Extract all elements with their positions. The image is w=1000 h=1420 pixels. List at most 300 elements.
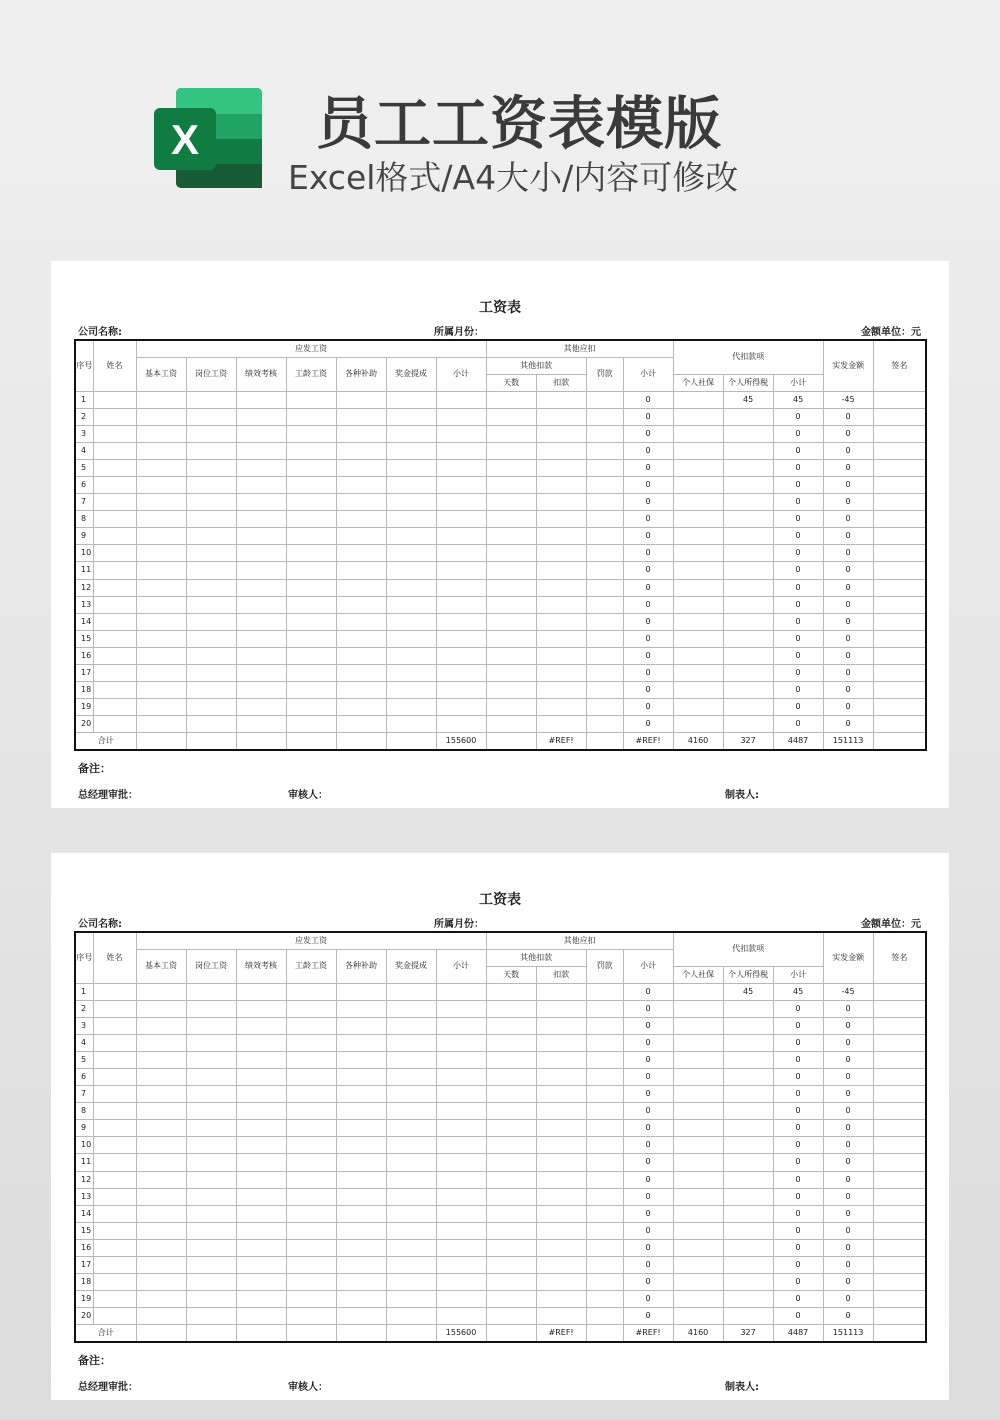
- name-cell[interactable]: [93, 511, 136, 528]
- payable-subtotal-cell[interactable]: [436, 613, 486, 630]
- position-cell[interactable]: [186, 391, 236, 408]
- name-cell[interactable]: [93, 494, 136, 511]
- allowance-cell[interactable]: [336, 1239, 386, 1256]
- payable-subtotal-cell[interactable]: [436, 665, 486, 682]
- signature-cell[interactable]: [873, 562, 926, 579]
- seq-cell[interactable]: 13: [75, 596, 93, 613]
- social-cell[interactable]: [673, 613, 723, 630]
- bonus-cell[interactable]: [386, 1171, 436, 1188]
- seq-cell[interactable]: 13: [75, 1188, 93, 1205]
- allowance-cell[interactable]: [336, 1257, 386, 1274]
- allowance-cell[interactable]: [336, 1171, 386, 1188]
- signature-cell[interactable]: [873, 1068, 926, 1085]
- bonus-cell[interactable]: [386, 1205, 436, 1222]
- withheld-subtotal-cell[interactable]: 0: [773, 528, 823, 545]
- tax-cell[interactable]: [723, 408, 773, 425]
- name-cell[interactable]: [93, 716, 136, 733]
- allowance-cell[interactable]: [336, 613, 386, 630]
- deduct-subtotal-cell[interactable]: 0: [623, 391, 673, 408]
- net-cell[interactable]: 0: [823, 1000, 873, 1017]
- fine-cell[interactable]: [586, 408, 623, 425]
- basic-cell[interactable]: [136, 699, 186, 716]
- allowance-cell[interactable]: [336, 562, 386, 579]
- seq-cell[interactable]: 5: [75, 1051, 93, 1068]
- basic-cell[interactable]: [136, 459, 186, 476]
- allowance-cell[interactable]: [336, 579, 386, 596]
- net-cell[interactable]: 0: [823, 699, 873, 716]
- net-cell[interactable]: 0: [823, 408, 873, 425]
- signature-cell[interactable]: [873, 1034, 926, 1051]
- days-cell[interactable]: [486, 1274, 536, 1291]
- performance-cell[interactable]: [236, 1188, 286, 1205]
- tax-cell[interactable]: [723, 494, 773, 511]
- position-cell[interactable]: [186, 665, 236, 682]
- withhold-cell[interactable]: [536, 545, 586, 562]
- withheld-subtotal-cell[interactable]: 45: [773, 983, 823, 1000]
- signature-cell[interactable]: [873, 983, 926, 1000]
- position-cell[interactable]: [186, 1308, 236, 1325]
- cell[interactable]: [236, 733, 286, 750]
- seniority-cell[interactable]: [286, 442, 336, 459]
- position-cell[interactable]: [186, 647, 236, 664]
- fine-cell[interactable]: [586, 545, 623, 562]
- position-cell[interactable]: [186, 1034, 236, 1051]
- name-cell[interactable]: [93, 1086, 136, 1103]
- position-cell[interactable]: [186, 1051, 236, 1068]
- performance-cell[interactable]: [236, 1205, 286, 1222]
- deduct-subtotal-cell[interactable]: 0: [623, 528, 673, 545]
- performance-cell[interactable]: [236, 1017, 286, 1034]
- signature-cell[interactable]: [873, 1000, 926, 1017]
- seniority-cell[interactable]: [286, 1103, 336, 1120]
- seniority-cell[interactable]: [286, 579, 336, 596]
- payable-subtotal-cell[interactable]: [436, 630, 486, 647]
- seniority-cell[interactable]: [286, 1308, 336, 1325]
- total-social[interactable]: 4160: [673, 1325, 723, 1342]
- net-cell[interactable]: 0: [823, 1103, 873, 1120]
- net-cell[interactable]: -45: [823, 391, 873, 408]
- tax-cell[interactable]: [723, 1051, 773, 1068]
- social-cell[interactable]: [673, 1086, 723, 1103]
- basic-cell[interactable]: [136, 1257, 186, 1274]
- tax-cell[interactable]: [723, 442, 773, 459]
- performance-cell[interactable]: [236, 983, 286, 1000]
- days-cell[interactable]: [486, 494, 536, 511]
- withhold-cell[interactable]: [536, 1257, 586, 1274]
- deduct-subtotal-cell[interactable]: 0: [623, 511, 673, 528]
- seniority-cell[interactable]: [286, 983, 336, 1000]
- fine-cell[interactable]: [586, 494, 623, 511]
- tax-cell[interactable]: [723, 1154, 773, 1171]
- days-cell[interactable]: [486, 1120, 536, 1137]
- withhold-cell[interactable]: [536, 494, 586, 511]
- position-cell[interactable]: [186, 1154, 236, 1171]
- seq-cell[interactable]: 16: [75, 647, 93, 664]
- seq-cell[interactable]: 3: [75, 1017, 93, 1034]
- cell[interactable]: [586, 1325, 623, 1342]
- basic-cell[interactable]: [136, 545, 186, 562]
- cell[interactable]: [336, 733, 386, 750]
- withheld-subtotal-cell[interactable]: 0: [773, 1000, 823, 1017]
- tax-cell[interactable]: [723, 1017, 773, 1034]
- name-cell[interactable]: [93, 476, 136, 493]
- net-cell[interactable]: 0: [823, 1308, 873, 1325]
- withheld-subtotal-cell[interactable]: 0: [773, 511, 823, 528]
- payable-subtotal-cell[interactable]: [436, 983, 486, 1000]
- days-cell[interactable]: [486, 442, 536, 459]
- cell[interactable]: [486, 733, 536, 750]
- bonus-cell[interactable]: [386, 665, 436, 682]
- net-cell[interactable]: 0: [823, 1137, 873, 1154]
- performance-cell[interactable]: [236, 682, 286, 699]
- social-cell[interactable]: [673, 579, 723, 596]
- basic-cell[interactable]: [136, 1120, 186, 1137]
- signature-cell[interactable]: [873, 511, 926, 528]
- signature-cell[interactable]: [873, 1205, 926, 1222]
- withheld-subtotal-cell[interactable]: 0: [773, 494, 823, 511]
- social-cell[interactable]: [673, 1103, 723, 1120]
- position-cell[interactable]: [186, 1239, 236, 1256]
- withhold-cell[interactable]: [536, 1120, 586, 1137]
- name-cell[interactable]: [93, 1068, 136, 1085]
- signature-cell[interactable]: [873, 1274, 926, 1291]
- withhold-cell[interactable]: [536, 647, 586, 664]
- seniority-cell[interactable]: [286, 1051, 336, 1068]
- tax-cell[interactable]: [723, 1086, 773, 1103]
- social-cell[interactable]: [673, 596, 723, 613]
- social-cell[interactable]: [673, 1205, 723, 1222]
- payable-subtotal-cell[interactable]: [436, 1137, 486, 1154]
- payable-subtotal-cell[interactable]: [436, 1291, 486, 1308]
- days-cell[interactable]: [486, 1291, 536, 1308]
- withhold-cell[interactable]: [536, 596, 586, 613]
- payable-subtotal-cell[interactable]: [436, 1034, 486, 1051]
- deduct-subtotal-cell[interactable]: 0: [623, 1291, 673, 1308]
- social-cell[interactable]: [673, 545, 723, 562]
- position-cell[interactable]: [186, 459, 236, 476]
- social-cell[interactable]: [673, 1051, 723, 1068]
- seniority-cell[interactable]: [286, 1068, 336, 1085]
- withhold-cell[interactable]: [536, 1188, 586, 1205]
- withhold-cell[interactable]: [536, 579, 586, 596]
- seq-cell[interactable]: 9: [75, 1120, 93, 1137]
- basic-cell[interactable]: [136, 528, 186, 545]
- deduct-subtotal-cell[interactable]: 0: [623, 459, 673, 476]
- total-payable-subtotal[interactable]: 155600: [436, 1325, 486, 1342]
- days-cell[interactable]: [486, 408, 536, 425]
- allowance-cell[interactable]: [336, 442, 386, 459]
- net-cell[interactable]: 0: [823, 1222, 873, 1239]
- allowance-cell[interactable]: [336, 528, 386, 545]
- cell[interactable]: [286, 733, 336, 750]
- fine-cell[interactable]: [586, 1308, 623, 1325]
- signature-cell[interactable]: [873, 1257, 926, 1274]
- payable-subtotal-cell[interactable]: [436, 408, 486, 425]
- position-cell[interactable]: [186, 1103, 236, 1120]
- payable-subtotal-cell[interactable]: [436, 1154, 486, 1171]
- days-cell[interactable]: [486, 1171, 536, 1188]
- payable-subtotal-cell[interactable]: [436, 1086, 486, 1103]
- net-cell[interactable]: 0: [823, 476, 873, 493]
- basic-cell[interactable]: [136, 1188, 186, 1205]
- withheld-subtotal-cell[interactable]: 0: [773, 545, 823, 562]
- tax-cell[interactable]: [723, 1257, 773, 1274]
- seq-cell[interactable]: 15: [75, 1222, 93, 1239]
- bonus-cell[interactable]: [386, 1000, 436, 1017]
- withhold-cell[interactable]: [536, 983, 586, 1000]
- bonus-cell[interactable]: [386, 1034, 436, 1051]
- days-cell[interactable]: [486, 1188, 536, 1205]
- position-cell[interactable]: [186, 613, 236, 630]
- days-cell[interactable]: [486, 1034, 536, 1051]
- deduct-subtotal-cell[interactable]: 0: [623, 579, 673, 596]
- signature-cell[interactable]: [873, 1137, 926, 1154]
- signature-cell[interactable]: [873, 425, 926, 442]
- position-cell[interactable]: [186, 1120, 236, 1137]
- tax-cell[interactable]: [723, 1068, 773, 1085]
- payable-subtotal-cell[interactable]: [436, 1205, 486, 1222]
- position-cell[interactable]: [186, 1017, 236, 1034]
- position-cell[interactable]: [186, 1086, 236, 1103]
- allowance-cell[interactable]: [336, 1222, 386, 1239]
- performance-cell[interactable]: [236, 562, 286, 579]
- social-cell[interactable]: [673, 1257, 723, 1274]
- bonus-cell[interactable]: [386, 425, 436, 442]
- days-cell[interactable]: [486, 1103, 536, 1120]
- cell[interactable]: [236, 1325, 286, 1342]
- deduct-subtotal-cell[interactable]: 0: [623, 1051, 673, 1068]
- tax-cell[interactable]: [723, 682, 773, 699]
- payable-subtotal-cell[interactable]: [436, 682, 486, 699]
- fine-cell[interactable]: [586, 528, 623, 545]
- payable-subtotal-cell[interactable]: [436, 1051, 486, 1068]
- seq-cell[interactable]: 10: [75, 545, 93, 562]
- withheld-subtotal-cell[interactable]: 0: [773, 682, 823, 699]
- performance-cell[interactable]: [236, 716, 286, 733]
- fine-cell[interactable]: [586, 1291, 623, 1308]
- cell[interactable]: [586, 733, 623, 750]
- performance-cell[interactable]: [236, 630, 286, 647]
- days-cell[interactable]: [486, 545, 536, 562]
- position-cell[interactable]: [186, 579, 236, 596]
- basic-cell[interactable]: [136, 665, 186, 682]
- bonus-cell[interactable]: [386, 459, 436, 476]
- payable-subtotal-cell[interactable]: [436, 1274, 486, 1291]
- days-cell[interactable]: [486, 699, 536, 716]
- position-cell[interactable]: [186, 408, 236, 425]
- name-cell[interactable]: [93, 1137, 136, 1154]
- tax-cell[interactable]: [723, 1034, 773, 1051]
- net-cell[interactable]: 0: [823, 1188, 873, 1205]
- name-cell[interactable]: [93, 665, 136, 682]
- social-cell[interactable]: [673, 665, 723, 682]
- withhold-cell[interactable]: [536, 408, 586, 425]
- position-cell[interactable]: [186, 425, 236, 442]
- withhold-cell[interactable]: [536, 630, 586, 647]
- seniority-cell[interactable]: [286, 1154, 336, 1171]
- days-cell[interactable]: [486, 1239, 536, 1256]
- net-cell[interactable]: 0: [823, 1068, 873, 1085]
- total-net[interactable]: 151113: [823, 733, 873, 750]
- deduct-subtotal-cell[interactable]: 0: [623, 476, 673, 493]
- cell[interactable]: [873, 1325, 926, 1342]
- position-cell[interactable]: [186, 528, 236, 545]
- performance-cell[interactable]: [236, 647, 286, 664]
- bonus-cell[interactable]: [386, 511, 436, 528]
- payable-subtotal-cell[interactable]: [436, 1120, 486, 1137]
- seq-cell[interactable]: 4: [75, 442, 93, 459]
- position-cell[interactable]: [186, 562, 236, 579]
- seq-cell[interactable]: 5: [75, 459, 93, 476]
- signature-cell[interactable]: [873, 1154, 926, 1171]
- allowance-cell[interactable]: [336, 1017, 386, 1034]
- seq-cell[interactable]: 17: [75, 1257, 93, 1274]
- tax-cell[interactable]: [723, 528, 773, 545]
- seq-cell[interactable]: 20: [75, 716, 93, 733]
- tax-cell[interactable]: [723, 1171, 773, 1188]
- seniority-cell[interactable]: [286, 596, 336, 613]
- name-cell[interactable]: [93, 425, 136, 442]
- total-withheld-subtotal[interactable]: 4487: [773, 733, 823, 750]
- seniority-cell[interactable]: [286, 494, 336, 511]
- net-cell[interactable]: 0: [823, 1154, 873, 1171]
- deduct-subtotal-cell[interactable]: 0: [623, 545, 673, 562]
- allowance-cell[interactable]: [336, 1086, 386, 1103]
- net-cell[interactable]: 0: [823, 716, 873, 733]
- withheld-subtotal-cell[interactable]: 0: [773, 716, 823, 733]
- bonus-cell[interactable]: [386, 1274, 436, 1291]
- deduct-subtotal-cell[interactable]: 0: [623, 665, 673, 682]
- seniority-cell[interactable]: [286, 391, 336, 408]
- performance-cell[interactable]: [236, 1120, 286, 1137]
- payable-subtotal-cell[interactable]: [436, 391, 486, 408]
- fine-cell[interactable]: [586, 1103, 623, 1120]
- tax-cell[interactable]: [723, 511, 773, 528]
- withheld-subtotal-cell[interactable]: 0: [773, 1086, 823, 1103]
- net-cell[interactable]: 0: [823, 442, 873, 459]
- withheld-subtotal-cell[interactable]: 0: [773, 630, 823, 647]
- allowance-cell[interactable]: [336, 511, 386, 528]
- position-cell[interactable]: [186, 699, 236, 716]
- withhold-cell[interactable]: [536, 459, 586, 476]
- withhold-cell[interactable]: [536, 1308, 586, 1325]
- payable-subtotal-cell[interactable]: [436, 1222, 486, 1239]
- fine-cell[interactable]: [586, 613, 623, 630]
- withhold-cell[interactable]: [536, 665, 586, 682]
- payable-subtotal-cell[interactable]: [436, 1000, 486, 1017]
- deduct-subtotal-cell[interactable]: 0: [623, 1171, 673, 1188]
- payable-subtotal-cell[interactable]: [436, 647, 486, 664]
- deduct-subtotal-cell[interactable]: 0: [623, 682, 673, 699]
- performance-cell[interactable]: [236, 459, 286, 476]
- performance-cell[interactable]: [236, 1086, 286, 1103]
- performance-cell[interactable]: [236, 1239, 286, 1256]
- allowance-cell[interactable]: [336, 682, 386, 699]
- seniority-cell[interactable]: [286, 699, 336, 716]
- fine-cell[interactable]: [586, 459, 623, 476]
- bonus-cell[interactable]: [386, 1257, 436, 1274]
- signature-cell[interactable]: [873, 545, 926, 562]
- position-cell[interactable]: [186, 442, 236, 459]
- seniority-cell[interactable]: [286, 1291, 336, 1308]
- name-cell[interactable]: [93, 1205, 136, 1222]
- net-cell[interactable]: 0: [823, 425, 873, 442]
- social-cell[interactable]: [673, 1308, 723, 1325]
- performance-cell[interactable]: [236, 1171, 286, 1188]
- days-cell[interactable]: [486, 716, 536, 733]
- bonus-cell[interactable]: [386, 1291, 436, 1308]
- allowance-cell[interactable]: [336, 1291, 386, 1308]
- bonus-cell[interactable]: [386, 408, 436, 425]
- fine-cell[interactable]: [586, 1086, 623, 1103]
- social-cell[interactable]: [673, 1017, 723, 1034]
- seq-cell[interactable]: 6: [75, 1068, 93, 1085]
- name-cell[interactable]: [93, 579, 136, 596]
- basic-cell[interactable]: [136, 1000, 186, 1017]
- withhold-cell[interactable]: [536, 1239, 586, 1256]
- days-cell[interactable]: [486, 1068, 536, 1085]
- allowance-cell[interactable]: [336, 1068, 386, 1085]
- fine-cell[interactable]: [586, 425, 623, 442]
- net-cell[interactable]: 0: [823, 1017, 873, 1034]
- days-cell[interactable]: [486, 647, 536, 664]
- fine-cell[interactable]: [586, 579, 623, 596]
- bonus-cell[interactable]: [386, 716, 436, 733]
- net-cell[interactable]: 0: [823, 1034, 873, 1051]
- allowance-cell[interactable]: [336, 1051, 386, 1068]
- tax-cell[interactable]: [723, 1239, 773, 1256]
- performance-cell[interactable]: [236, 1154, 286, 1171]
- withheld-subtotal-cell[interactable]: 0: [773, 1051, 823, 1068]
- fine-cell[interactable]: [586, 391, 623, 408]
- withheld-subtotal-cell[interactable]: 0: [773, 1239, 823, 1256]
- bonus-cell[interactable]: [386, 1086, 436, 1103]
- tax-cell[interactable]: [723, 1291, 773, 1308]
- seq-cell[interactable]: 18: [75, 1274, 93, 1291]
- days-cell[interactable]: [486, 1308, 536, 1325]
- days-cell[interactable]: [486, 1051, 536, 1068]
- net-cell[interactable]: 0: [823, 1086, 873, 1103]
- payable-subtotal-cell[interactable]: [436, 494, 486, 511]
- signature-cell[interactable]: [873, 1188, 926, 1205]
- seniority-cell[interactable]: [286, 1239, 336, 1256]
- fine-cell[interactable]: [586, 1137, 623, 1154]
- payable-subtotal-cell[interactable]: [436, 1068, 486, 1085]
- allowance-cell[interactable]: [336, 1308, 386, 1325]
- seniority-cell[interactable]: [286, 1120, 336, 1137]
- performance-cell[interactable]: [236, 1068, 286, 1085]
- performance-cell[interactable]: [236, 545, 286, 562]
- seniority-cell[interactable]: [286, 1017, 336, 1034]
- allowance-cell[interactable]: [336, 1188, 386, 1205]
- deduct-subtotal-cell[interactable]: 0: [623, 1239, 673, 1256]
- allowance-cell[interactable]: [336, 1000, 386, 1017]
- name-cell[interactable]: [93, 408, 136, 425]
- fine-cell[interactable]: [586, 1205, 623, 1222]
- totals-label[interactable]: 合计: [75, 1325, 136, 1342]
- cell[interactable]: [486, 1325, 536, 1342]
- fine-cell[interactable]: [586, 1068, 623, 1085]
- withhold-cell[interactable]: [536, 562, 586, 579]
- allowance-cell[interactable]: [336, 1274, 386, 1291]
- withhold-cell[interactable]: [536, 1291, 586, 1308]
- days-cell[interactable]: [486, 528, 536, 545]
- bonus-cell[interactable]: [386, 647, 436, 664]
- tax-cell[interactable]: [723, 1308, 773, 1325]
- allowance-cell[interactable]: [336, 1034, 386, 1051]
- name-cell[interactable]: [93, 1222, 136, 1239]
- bonus-cell[interactable]: [386, 562, 436, 579]
